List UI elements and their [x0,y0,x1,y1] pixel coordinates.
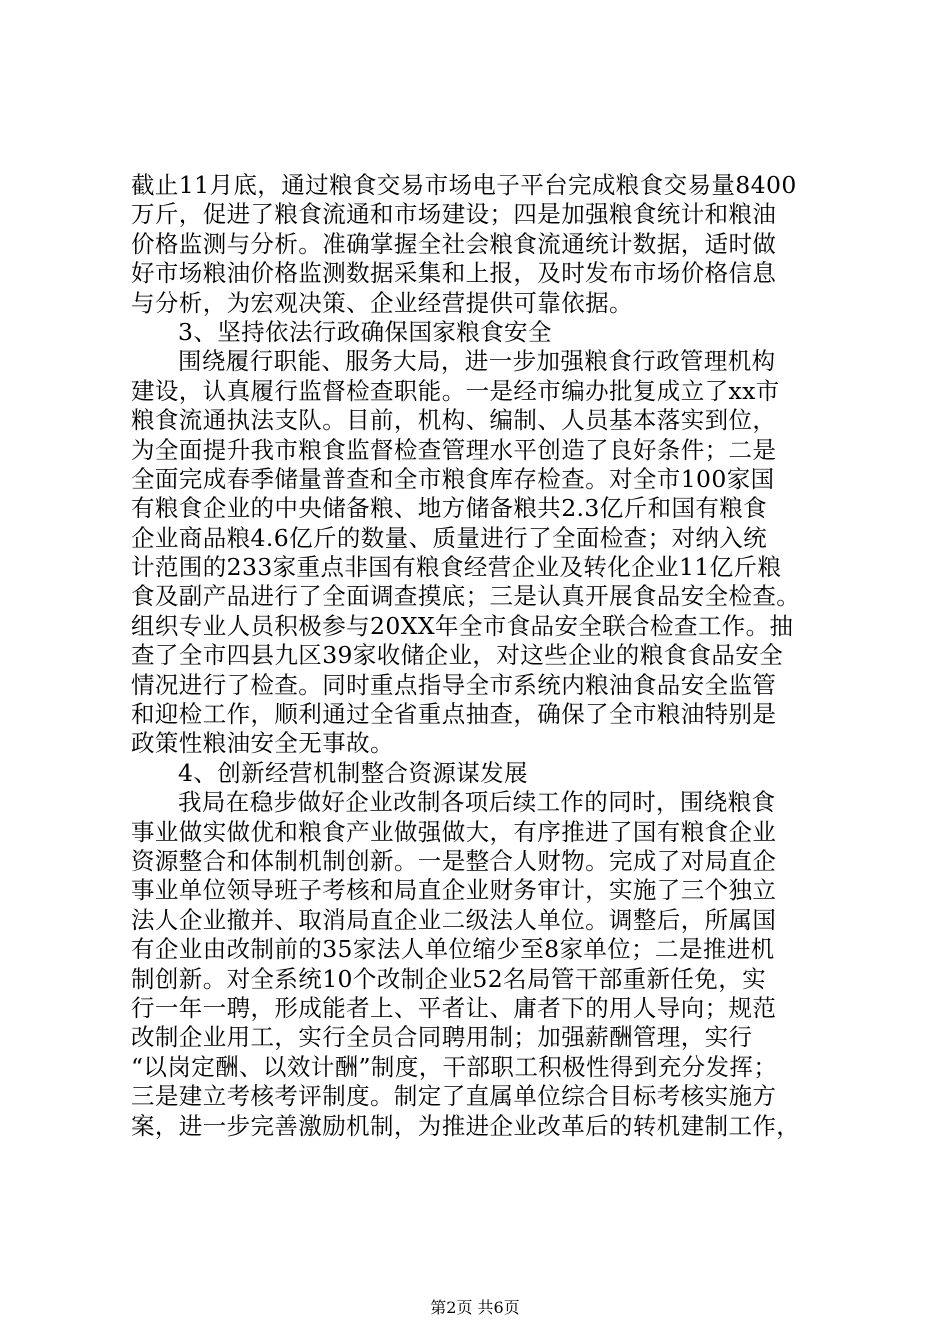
text-line: 有粮食企业的中央储备粮、地方储备粮共2.3亿斤和国有粮食 [131,494,768,523]
section-heading-3: 3、坚持依法行政确保国家粮食安全 [178,317,552,346]
text-line: 食及副产品进行了全面调查摸底；三是认真开展食品安全检查。 [131,582,801,611]
section-heading-4: 4、创新经营机制整合资源谋发展 [178,758,528,787]
text-line: 查了全市四县九区39家收储企业，对这些企业的粮食食品安全 [131,641,784,670]
text-line: 三是建立考核考评制度。制定了直属单位综合目标考核实施方 [131,1082,777,1111]
text-line: 行一年一聘，形成能者上、平者让、庸者下的用人导向；规范 [131,993,777,1022]
text-line: 有企业由改制前的35家法人单位缩少至8家单位；二是推进机 [131,935,775,964]
text-line: 和迎检工作，顺利通过全省重点抽查，确保了全市粮油特别是 [131,700,777,729]
text-line: 建设，认真履行监督检查职能。一是经市编办批复成立了xx市 [131,376,780,405]
text-line: 资源整合和体制机制创新。一是整合人财物。完成了对局直企 [131,846,777,875]
text-line: 万斤，促进了粮食流通和市场建设；四是加强粮食统计和粮油 [131,200,777,229]
text-line: 全面完成春季储量普查和全市粮食库存检查。对全市100家国 [131,464,775,493]
text-line: 截止11月底，通过粮食交易市场电子平台完成粮食交易量8400 [131,171,797,199]
text-line: 政策性粮油安全无事故。 [131,729,394,758]
text-line: 为全面提升我市粮食监督检查管理水平创造了良好条件；二是 [131,435,777,464]
text-line: 价格监测与分析。准确掌握全社会粮食流通统计数据，适时做 [131,229,777,258]
text-line: 企业商品粮4.6亿斤的数量、质量进行了全面检查；对纳入统 [131,523,768,552]
text-line: 改制企业用工，实行全员合同聘用制；加强薪酬管理，实行 [131,1023,753,1052]
text-line: 计范围的233家重点非国有粮食经营企业及转化企业11亿斤粮 [131,553,782,582]
text-line: 好市场粮油价格监测数据采集和上报，及时发布市场价格信息 [131,259,777,288]
page-footer [0,1298,950,1318]
text-line: 案，进一步完善激励机制，为推进企业改革后的转机建制工作， [131,1111,801,1140]
text-line: 制创新。对全系统10个改制企业52名局管干部重新任免，实 [131,964,767,993]
text-line: “以岗定酬、以效计酬”制度，干部职工积极性得到充分发挥； [131,1052,778,1081]
text-line: 法人企业撤并、取消局直企业二级法人单位。调整后，所属国 [131,905,777,934]
text-line: 与分析，为宏观决策、企业经营提供可靠依据。 [131,288,633,317]
text-line: 粮食流通执法支队。目前，机构、编制、人员基本落实到位， [131,406,777,435]
document-body [131,171,836,1141]
text-line: 事业做实做优和粮食产业做强做大，有序推进了国有粮食企业 [131,817,777,846]
text-line: 情况进行了检查。同时重点指导全市系统内粮油食品安全监管 [131,670,777,699]
text-line: 组织专业人员积极参与20XX年全市食品安全联合检查工作。抽 [131,611,794,640]
text-line: 围绕履行职能、服务大局，进一步加强粮食行政管理机构 [178,347,776,376]
page-number: 第2页 共6页 [430,1298,520,1317]
text-line: 事业单位领导班子考核和局直企业财务审计，实施了三个独立 [131,876,777,905]
text-line: 我局在稳步做好企业改制各项后续工作的同时，围绕粮食 [178,788,776,817]
